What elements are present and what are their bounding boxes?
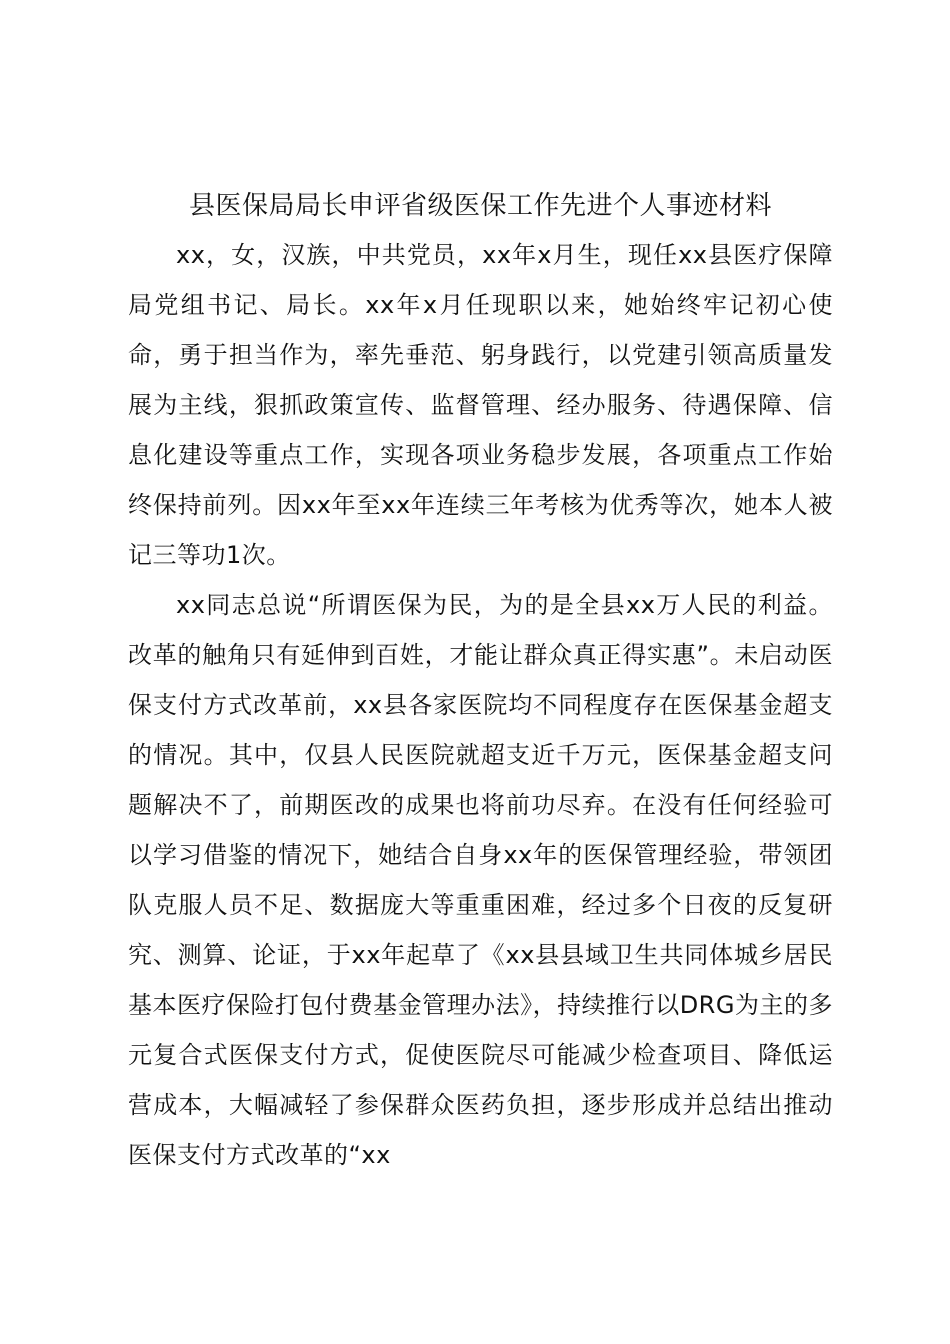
document-title: 县医保局局长申评省级医保工作先进个人事迹材料 (188, 191, 772, 221)
paragraph-2: xx同志总说“所谓医保为民，为的是全县xx万人民的利益。改革的触角只有延伸到百姓，才能让群众真正得实惠”。未启动医保支付方式改革前，xx县各家医院均不同程度存在医保基金超支的情况。其中，仅县人民医院就超支近千万元，医保基金超支问题解决不了，前期医改的成果也将前功尽弃。在没有任何经验可以学习借鉴的情况下，她结合自身xx年的医保管理经验，带领团队克服人员不足、数据庞大等重重困难，经过多个日夜的反复研究、测算、论证，于xx年起草了《xx县县域卫生共同体城乡居民基本医疗保险打包付费基金管理办法》，持续推行以DRG为主的多元复合式医保支付方式，促使医院尽可能减少检查项目、降低运营成本，大幅减轻了参保群众医药负担，逐步形成并总结出推动医保支付方式改革的“xx (128, 591, 833, 1169)
paragraph-1: xx，女，汉族，中共党员，xx年x月生，现任xx县医疗保障局党组书记、局长。xx年x月任现职以来，她始终牢记初心使命，勇于担当作为，率先垂范、躬身践行，以党建引领高质量发展为主线，狠抓政策宣传、监督管理、经办服务、待遇保障、信息化建设等重点工作，实现各项业务稳步发展，各项重点工作始终保持前列。因xx年至xx年连续三年考核为优秀等次，她本人被记三等功1次。 (128, 241, 833, 569)
document-body (128, 230, 833, 1180)
